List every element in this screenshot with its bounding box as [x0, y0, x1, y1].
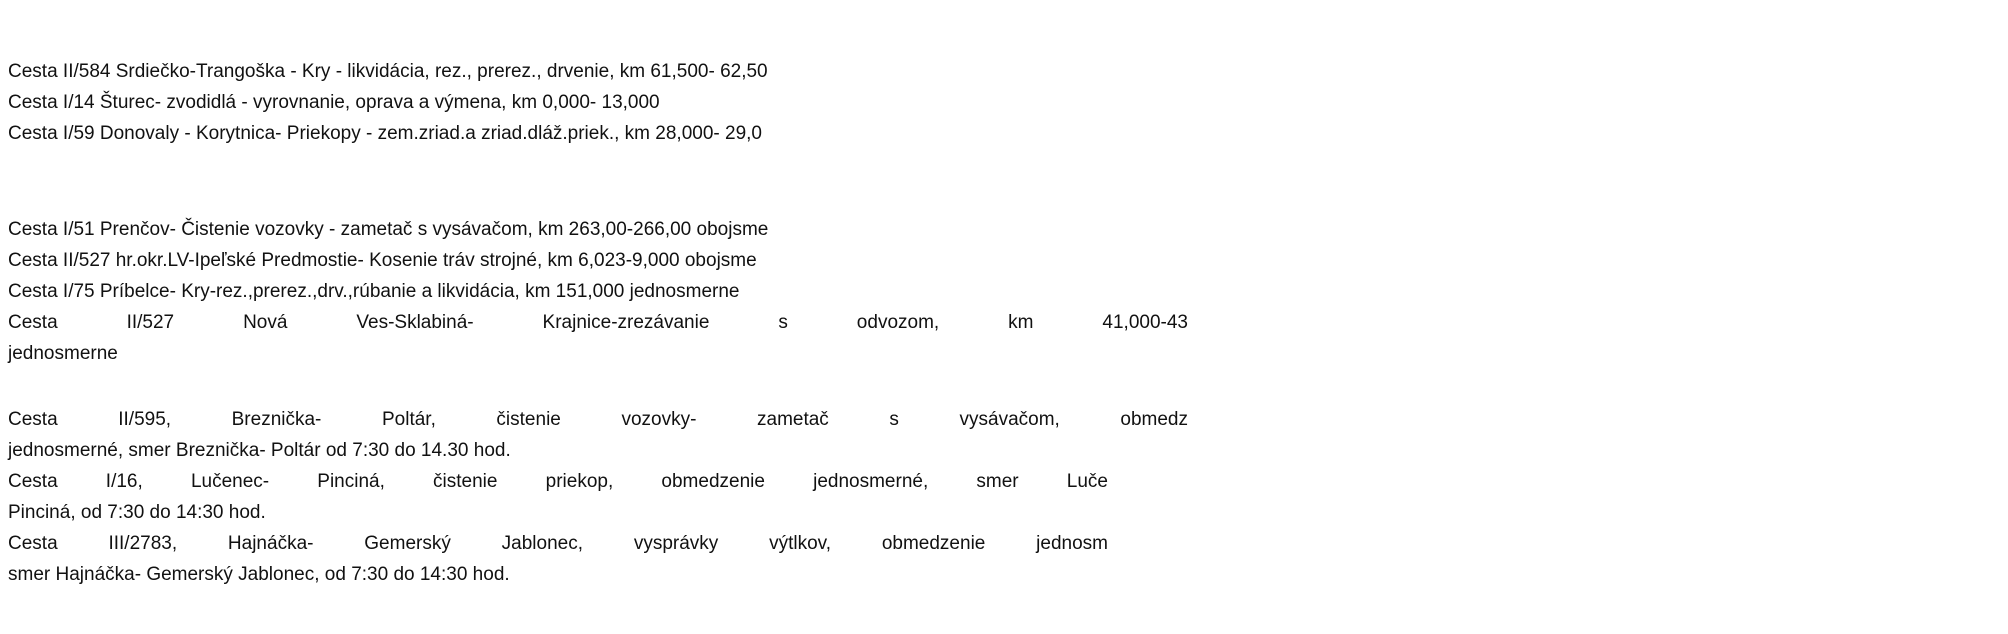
road-work-line: Cesta II/527 hr.okr.LV-Ipeľské Predmostie- Kosenie tráv strojné, km 6,023-9,000 obojsme: [8, 250, 757, 271]
road-work-line-continuation: jednosmerne: [8, 343, 118, 364]
road-works-group-1: [8, 56, 2008, 149]
road-work-line-continuation: Pinciná, od 7:30 do 14:30 hod.: [8, 502, 266, 523]
road-work-line: Cesta I/14 Šturec- zvodidlá - vyrovnanie, oprava a výmena, km 0,000- 13,000: [8, 92, 660, 113]
road-work-line: Cesta I/59 Donovaly - Korytnica- Priekopy - zem.zriad.a zriad.dláž.priek., km 28,000- 29,0: [8, 123, 762, 144]
road-work-line: Cesta I/51 Prenčov- Čistenie vozovky - zametač s vysávačom, km 263,00-266,00 obojsme: [8, 219, 769, 240]
road-work-line: Cesta I/16, Lučenec- Pinciná, čistenie priekop, obmedzenie jednosmerné, smer Luče: [8, 471, 1108, 492]
road-work-line: Cesta II/584 Srdiečko-Trangoška - Kry - likvidácia, rez., prerez., drvenie, km 61,500- 62,50: [8, 61, 768, 82]
road-work-line: Cesta I/75 Príbelce- Kry-rez.,prerez.,drv.,rúbanie a likvidácia, km 151,000 jednosmerne: [8, 281, 740, 302]
road-work-line: Cesta II/595, Breznička- Poltár, čistenie vozovky- zametač s vysávačom, obmedz: [8, 409, 1188, 430]
road-work-line-continuation: jednosmerné, smer Breznička- Poltár od 7:30 do 14.30 hod.: [8, 440, 511, 461]
road-work-line: Cesta II/527 Nová Ves-Sklabiná- Krajnice-zrezávanie s odvozom, km 41,000-43: [8, 312, 1188, 333]
road-works-group-2: [8, 214, 2008, 369]
road-work-line: Cesta III/2783, Hajnáčka- Gemerský Jablonec, vysprávky výtlkov, obmedzenie jednosm: [8, 533, 1108, 554]
road-work-line-continuation: smer Hajnáčka- Gemerský Jablonec, od 7:30 do 14:30 hod.: [8, 564, 510, 585]
road-works-group-3: [8, 404, 2008, 590]
